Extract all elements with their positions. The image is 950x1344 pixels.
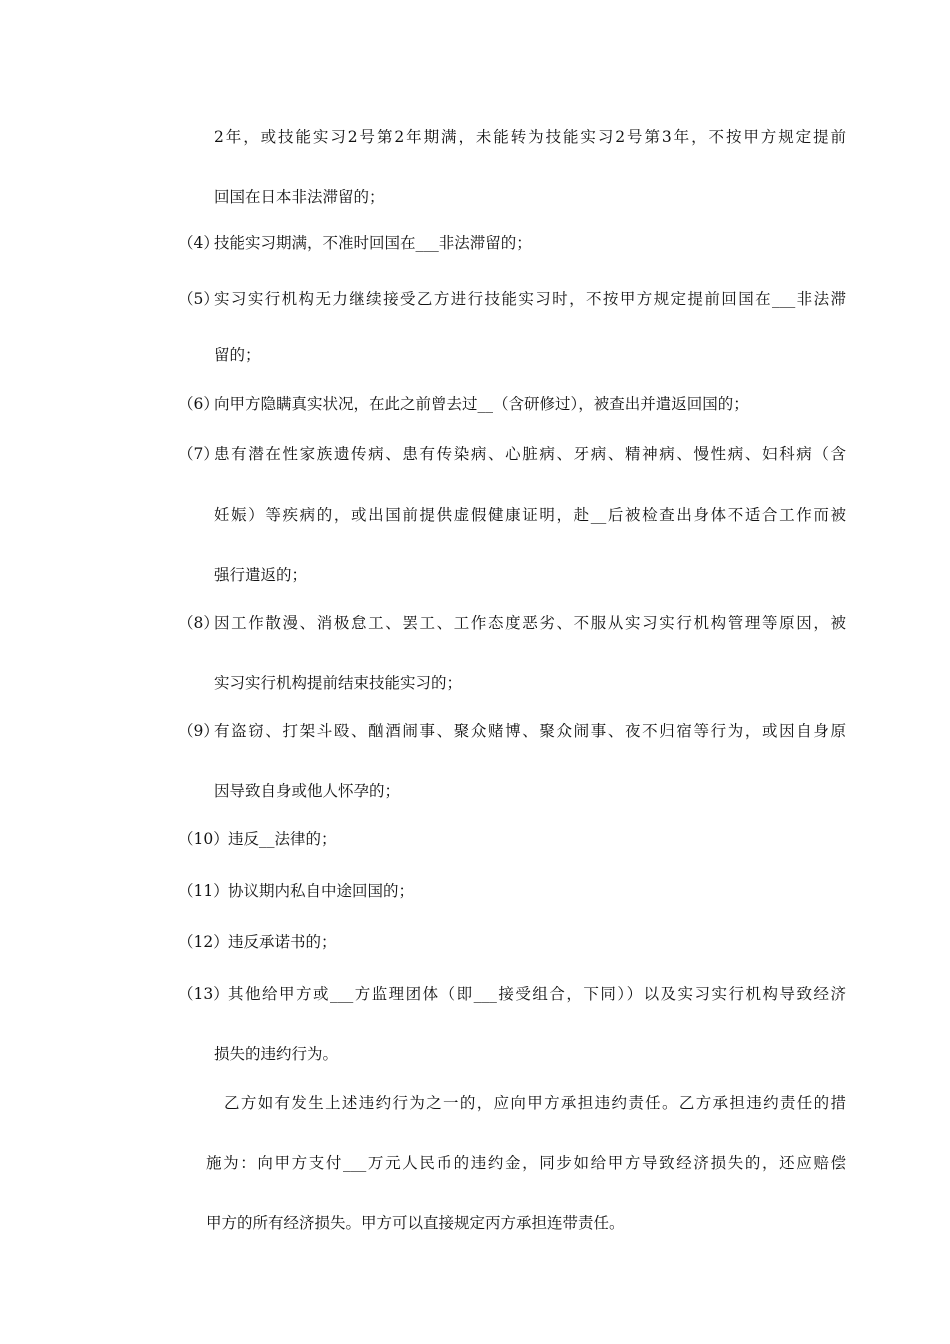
clause-text: 因导致自身或他人怀孕的； <box>214 782 401 800</box>
clause-number: （5） <box>178 290 219 308</box>
clause-5-line2 <box>0 343 950 367</box>
clause-number: （13） <box>178 985 229 1003</box>
clause-text: 技能实习期满，不准时回国在___非法滞留的； <box>214 234 532 252</box>
clause-text: 损失的违约行为。 <box>214 1045 339 1063</box>
clause-7 <box>0 442 950 466</box>
clause-text: 2年，或技能实习2号第2年期满，未能转为技能实习2号第3年，不按甲方规定提前 <box>214 128 846 146</box>
paragraph-text: 施为：向甲方支付___万元人民币的违约金，同步如给甲方导致经济损失的，还应赔偿 <box>206 1154 846 1172</box>
clause-3-continued <box>0 125 950 149</box>
clause-text: 回国在日本非法滞留的； <box>214 188 385 206</box>
clause-number: （4） <box>178 234 219 252</box>
liability-paragraph-line2 <box>0 1151 950 1175</box>
clause-3-continued-line2 <box>0 185 950 209</box>
clause-number: （7） <box>178 445 219 463</box>
clause-text: 患有潜在性家族遗传病、患有传染病、心脏病、牙病、精神病、慢性病、妇科病（含 <box>214 445 846 463</box>
clause-text: 实习实行机构提前结束技能实习的； <box>214 674 463 692</box>
clause-13-line2 <box>0 1042 950 1066</box>
clause-12 <box>0 930 950 954</box>
clause-5 <box>0 287 950 311</box>
clause-text: 留的； <box>214 346 261 364</box>
liability-paragraph <box>0 1091 950 1115</box>
clause-number: （8） <box>178 614 219 632</box>
clause-4 <box>0 231 950 255</box>
clause-8-line2 <box>0 671 950 695</box>
clause-text: 有盗窃、打架斗殴、酗酒闹事、聚众赌博、聚众闹事、夜不归宿等行为，或因自身原 <box>214 722 846 740</box>
clause-text: 强行遣返的； <box>214 566 308 584</box>
clause-text: 妊娠）等疾病的，或出国前提供虚假健康证明，赴__后被检查出身体不适合工作而被 <box>214 506 846 524</box>
clause-text: 协议期内私自中途回国的； <box>228 882 415 900</box>
clause-text: 因工作散漫、消极怠工、罢工、工作态度恶劣、不服从实习实行机构管理等原因，被 <box>214 614 846 632</box>
clause-7-line3 <box>0 563 950 587</box>
liability-paragraph-line3 <box>0 1211 950 1235</box>
clause-13 <box>0 982 950 1006</box>
clause-6 <box>0 392 950 416</box>
clause-number: （12） <box>178 933 229 951</box>
paragraph-text: 甲方的所有经济损失。甲方可以直接规定丙方承担连带责任。 <box>206 1214 625 1232</box>
clause-text: 实习实行机构无力继续接受乙方进行技能实习时，不按甲方规定提前回国在___非法滞 <box>214 290 846 308</box>
clause-9-line2 <box>0 779 950 803</box>
clause-11 <box>0 879 950 903</box>
clause-text: 违反__法律的； <box>228 830 337 848</box>
clause-8 <box>0 611 950 635</box>
clause-7-line2 <box>0 503 950 527</box>
clause-text: 其他给甲方或___方监理团体（即___接受组合，下同））以及实习实行机构导致经济 <box>228 985 846 1003</box>
clause-number: （11） <box>178 882 229 900</box>
clause-number: （10） <box>178 830 229 848</box>
clause-9 <box>0 719 950 743</box>
paragraph-text: 乙方如有发生上述违约行为之一的，应向甲方承担违约责任。乙方承担违约责任的措 <box>224 1094 846 1112</box>
clause-number: （9） <box>178 722 219 740</box>
clause-text: 违反承诺书的； <box>228 933 337 951</box>
clause-number: （6） <box>178 395 219 413</box>
clause-text: 向甲方隐瞒真实状况，在此之前曾去过__（含研修过），被查出并遣返回国的； <box>214 395 749 413</box>
clause-10 <box>0 827 950 851</box>
